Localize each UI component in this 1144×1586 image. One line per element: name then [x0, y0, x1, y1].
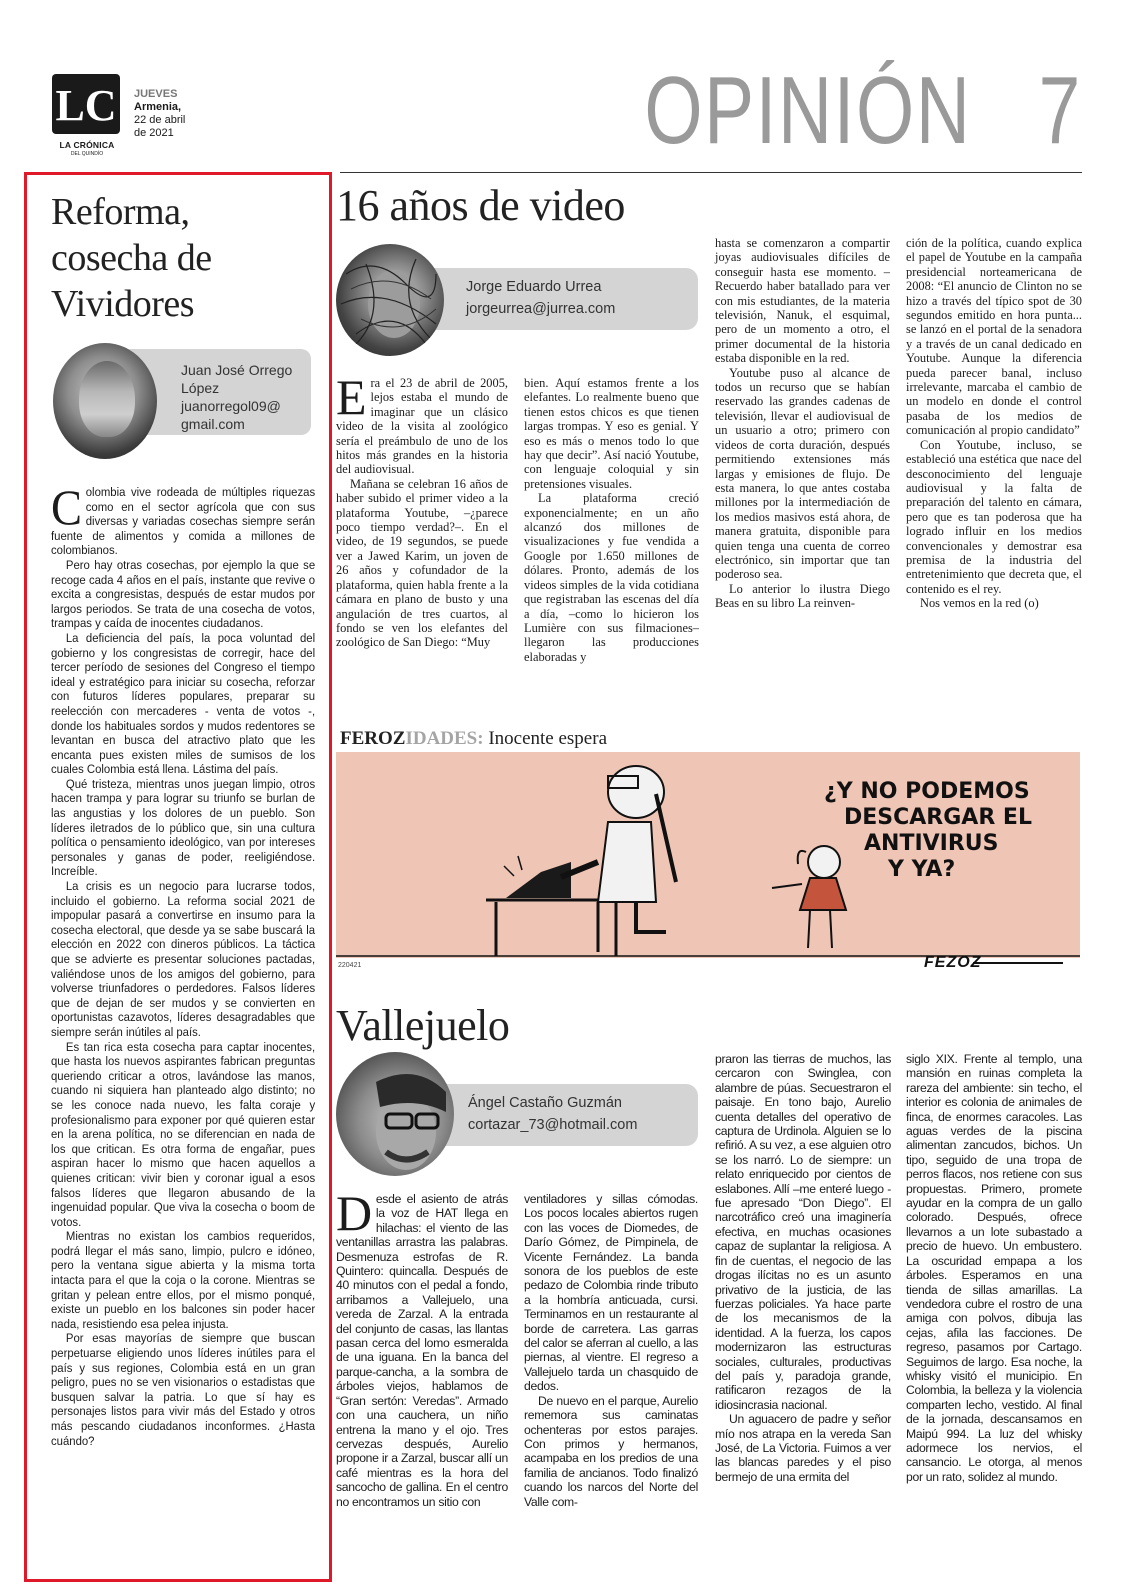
cartoon-title-rest: Inocente espera	[483, 728, 608, 749]
left-author-name-2: López	[181, 380, 220, 396]
article2-dropcap: D	[336, 1185, 372, 1241]
article1-paragraph: ción de la política, cuando explica el papel de Youtube en la campaña presidencial norteamericana de 2008: “El anuncio de Clinton no se hizo a través del típico spot de 30 segundos emitido en hora punta... se lanzó en el portal de la senadora y a través de un canal dedicado en Youtube. Aunque la diferencia pueda parecer banal, incluso irrelevante, marcaba el cambio de un modelo en donde el control pasaba de los medios de comunicación al propio candidato”	[906, 236, 1082, 438]
article2-author-email: cortazar_73@hotmail.com	[468, 1117, 638, 1133]
left-paragraph: Es tan rica esta cosecha para captar inocentes, que hasta los nuevos aspirantes fabrican preguntas queriendo criticar a otros, lavándose las manos, cuando ni siquiera han planteado algo distinto; no se les conoce nada nuevo, les falta coraje y profesionalismo para exponer por qué quieren estar en la arena política, no se diferencian en nada de los que critican. Es otra forma de engañar, pues aspiran hacer lo mismo que hacen aquellos a quienes critican: vivir bien y coronar igual a esos falsos líderes que llegaron abusando de la ingenuidad popular. Que viva la cosecha o boom de votos.	[51, 1039, 316, 1229]
article1-paragraph: Lo anterior lo ilustra Diego Beas en su libro La reinven-	[715, 581, 890, 611]
cartoon-speech-4: Y YA?	[888, 857, 956, 882]
article1-author-photo	[336, 244, 444, 356]
article2-paragraph: Un aguacero de padre y señor mío nos atrapa en la vereda San José, de La Victoria. Fuimos a ver las blancas paredes y el piso bermejo de una ermita del	[715, 1412, 891, 1484]
article1-author-name: Jorge Eduardo Urrea	[466, 279, 602, 295]
left-headline-line-2: cosecha de	[51, 237, 212, 279]
cartoon-speech-2: DESCARGAR EL	[844, 805, 1032, 830]
left-paragraph: La crisis es un negocio para lucrarse todos, incluido el gobierno. La reforma social 2021 de impopular pasará a convertirse en insumo para la cosecha electoral, que desde ya se sabe buscará la elección en 2022 con dineros públicos. La táctica que se advierte es presentar soluciones pactadas, valiéndose unos de los amigos del gobierno, para volverse triunfadores o perdedores. Falsos líderes que de dejan de ser mudos y se convierten en oportunistas cazavotos, líderes desagradables que siempre serán inútiles al país.	[51, 879, 316, 1039]
cartoon-title-bold: FEROZ	[340, 728, 406, 749]
left-author-email-1: juanorregol09@	[181, 398, 281, 414]
article1-paragraph: Con Youtube, incluso, se estableció una estética que nace del desconocimiento del lenguaje audiovisual y la falta de preparación del talento en cámara, pero que es tan poderosa que ha logrado influir en los medios convencionales y demostrar esa premisa de la industria del entretenimiento que decreta que, el contenido es el rey.	[906, 437, 1082, 596]
cartoon-title	[340, 728, 607, 750]
cartoon-code: 220421	[338, 962, 362, 969]
article1-column-1	[336, 369, 508, 650]
highlighted-article	[24, 172, 332, 1582]
article2-paragraph: De nuevo en el parque, Aurelio rememora sus caminatas ochenteras por estos parajes. Con primos y hermanos, acampaba en los predios de una familia de ancianos. Todo finalizó cuando los narcos del Norte del Valle com-	[524, 1393, 698, 1509]
left-paragraph: olombia vive rodeada de múltiples riquezas como en el sector agrícola que con sus diversas y variadas cosechas siempre serán fuente de alimentos y comida a millones de colombianos.	[51, 485, 316, 558]
article2-column-3	[715, 1052, 891, 1484]
dateline-date-2: de 2021	[134, 127, 174, 139]
article2-author-name: Ángel Castaño Guzmán	[468, 1095, 622, 1111]
left-paragraph: Mientras no existan los cambios requeridos, podrá llegar el más sano, limpio, pulcro e idóneo, pero la ventana sigue abierta y la misma torta intacta para el que la coja o la corone. Mientras se gritan y pelean entre ellos, por el mismo ponqué, existe un pueblo en los balcones sin poder hacer nada, resistiendo esa pelea injusta.	[51, 1229, 316, 1331]
article2-author-photo	[336, 1052, 454, 1176]
cartoon-speech-3: ANTIVIRUS	[864, 831, 999, 856]
page-number: 7	[1038, 57, 1082, 164]
article2-paragraph: siglo XIX. Frente al templo, una mansión en ruinas completa la rareza del ambiente: sin techo, el interior es colonia de animales de finca, de enormes caracoles. Las aguas verdes de la piscina alimentan zancudos, bichos. Un tipo, seguido de una tropa de perros flacos, nos retiene con sus propuestas. Primero, promete ayudar en la compra de un gallo colorado. Después, ofrece llevarnos a un lote subastado a precio de huevo. Un embustero. La oscuridad empapa a los árboles. Esperamos en una tienda de sillas amarillas. La vendedora cubre el rostro de una amiga con polvos, dibuja las cejas, afila las facciones. De regreso, pasamos por Cartago. Seguimos de largo. Esa noche, la whisky visitó el municipio. En Colombia, la belleza y la violencia comparten lecho, vestido. Al final de la jornada, descansamos en Maipú 994. La luz del whisky adormece los nervios, el cansancio. Le otorga, al menos por un rato, solidez al mundo.	[906, 1052, 1082, 1484]
article2-paragraph: esde el asiento de atrás la voz de HAT llega en hilachas: el viento de las ventanillas arrastra las palabras. Desmenuza estrofas de R. Quintero: quincalla. Después de 40 minutos con el pedal a fondo, arribamos a Vallejuelo, una vereda de Zarzal. A la entrada del conjunto de casas, las llantas pasan cerca del lomo esmeralda de una iguana. En la banca del parque-cancha, a la sombra de árboles viejos, hablamos de “Gran sertón: Veredas”. Armado con una cauchera, un niño entrena la mano y el ojo. Tres cervezas después, Aurelio propone ir a Zarzal, buscar allí un café mientras es la hora del sancocho de gallina. En el centro no encontramos un sitio con	[336, 1192, 508, 1509]
article2-column-4	[906, 1052, 1082, 1484]
article2-paragraph: ventiladores y sillas cómodas. Los pocos locales abiertos rugen con las voces de Diomedes, de Darío Gómez, de Pimpinela, de Vicente Fernández. La banda sonora de los pueblos de este pedazo de Colombia rinde tributo a la hombría anticuada, cursi. Terminamos en un restaurante al borde de carretera. Las garras del calor se aferran al cuello, a las piernas, al vientre. El regreso a Vallejuelo tarda un chasquido de dedos.	[524, 1192, 698, 1394]
logo-name: LA CRÓNICA	[59, 140, 115, 150]
left-paragraph: Qué tristeza, mientras unos juegan limpio, otros hacen trampa y para lograr su triunfo se burlan de las angustias y los dolores de un pueblo. Son líderes iletrados de lo público que, sin una cultura política o pensamiento ideológico, van por intereses personales y ganas de poder, reeligiéndose. Increíble.	[51, 776, 316, 879]
article1-paragraph: ra el 23 de abril de 2005, lejos estaba el mundo de imaginar que un clásico video de la visita al zoológico sería el preámbulo de uno de los hitos más grandes en la historia del audiovisual.	[336, 376, 508, 477]
left-author-photo	[53, 343, 157, 459]
header-rule	[340, 172, 1082, 173]
left-article-body	[51, 479, 316, 1448]
article1-column-3	[715, 236, 890, 611]
article2-column-2	[524, 1192, 698, 1509]
article1-paragraph: hasta se comenzaron a compartir joyas audiovisuales difíciles de conseguir hasta ese momento. –Recuerdo haber batallado para ver con mis estudiantes, de la materia televisión, Nanuk, el esquimal, pero de un momento a otro, el primer documental de la historia estaba disponible en la red.	[715, 236, 890, 366]
newspaper-logo	[52, 74, 120, 134]
left-headline-line-3: Vividores	[51, 283, 195, 325]
dateline-date-1: 22 de abril	[134, 114, 186, 126]
article1-paragraph: La plataforma creció exponencialmente; en un año alcanzó dos millones de visualizaciones y fue vendida a Google por 1.650 millones de dólares. Pronto, además de los videos simples de la vida cotidiana que registraban las escenas del día a día, –como lo hicieron los Lumière con sus filmaciones– llegaron las producciones elaboradas y	[524, 491, 699, 664]
cartoon-speech-1: ¿Y NO PODEMOS	[824, 779, 1030, 804]
left-dropcap: C	[51, 479, 83, 535]
article1-dropcap: E	[336, 369, 367, 425]
left-author-name-1: Juan José Orrego	[181, 362, 293, 378]
left-article-headline	[51, 189, 212, 327]
article1-author-email: jorgeurrea@jurrea.com	[466, 301, 616, 317]
article2-paragraph: praron las tierras de muchos, las cercaron con Swinglea, con alambre de púas. Secuestraron el paisaje. En tono bajo, Aurelio cuenta detalles del operativo de captura de Urdinola. Alguien se lo refirió. A su vez, a ese alguien otro se los narró. Lo de siempre: un relato enriquecido por cientos de eslabones. Allí –me enteré luego - fue apresado “Don Diego”. El narcotráfico creó una imaginería efectiva, en muchas ocasiones capaz de suplantar la religiosa. A fin de cuentas, el negocio de las drogas ilícitas no es un asunto privativo de la justicia, de las fuerzas policiales. Ya hace parte de los mecanismos de la identidad. A la fuerza, los capos modernizaron las estructuras sociales, culturales, productivas del país y, paradoja grande, ratificaron rezagos de la idiosincrasia nacional.	[715, 1052, 891, 1412]
article2-column-1	[336, 1185, 508, 1509]
cartoon-title-gray: IDADES:	[405, 728, 484, 749]
left-paragraph: La deficiencia del país, la poca voluntad del gobierno y los congresistas de corregir, hace del tercer período de sesiones del Congreso el tiempo ideal y estratégico para iniciar su cosecha, reforzar con futuros líderes populares, preparar su reelección con mercaderes - venta de votos -, donde los habituales sordos y mudos redentores se levantan en busca del atractivo plato que les encanta pues existen miles de sumisos de los cuales Colombia está llena. Lástima del país.	[51, 630, 316, 777]
logo-subtitle: DEL QUINDÍO	[70, 151, 104, 157]
article1-paragraph: bien. Aquí estamos frente a los elefantes. Lo realmente bueno que tienen estos chicos es que tienen largas trompas. Y eso es genial. Y eso es más o menos todo lo que hay que decir”. Así nació Youtube, con lenguaje coloquial y sin pretensiones visuales.	[524, 376, 699, 491]
section-name: OPINIÓN	[644, 57, 972, 164]
svg-text:LC: LC	[55, 81, 117, 130]
left-paragraph: Pero hay otras cosechas, por ejemplo la que se recoge cada 4 años en el país, instante que revive o excita a congresistas, después de estar mudos por largos periodos. Se trata de una cosecha de votos, trampas y caída de inocentes ciudadanos.	[51, 557, 316, 631]
section-title	[645, 56, 1082, 166]
article2-headline: Vallejuelo	[336, 1001, 510, 1050]
article1-paragraph: Mañana se celebran 16 años de haber subido el primer video a la plataforma Youtube, –¿parece poco tiempo verdad?–. En el video, de 19 segundos, se puede ver a Jawed Karim, un joven de 26 años y cofundador de la plataforma, quien habla frente a la cámara en plano de busto y una angulación de tres cuartos, al fondo se ven los elefantes del zoológico de San Diego: “Muy	[336, 476, 508, 650]
article1-column-2	[524, 376, 699, 664]
article1-paragraph: Nos vemos en la red (o)	[920, 596, 1039, 611]
dateline-city: Armenia,	[134, 101, 182, 113]
left-headline-line-1: Reforma,	[51, 191, 190, 233]
article1-headline: 16 años de video	[336, 181, 625, 230]
dateline	[134, 88, 185, 140]
dateline-day: JUEVES	[134, 88, 178, 100]
cartoon-illustration	[336, 752, 1080, 958]
article1-paragraph: Youtube puso al alcance de todos un recurso que se habían reservado las grandes cadenas de televisión, llevar el audiovisual de un usuario a otro; primero con videos de corta duración, después permitiendo extensiones más largas y emisiones de flujo. De esta manera, lo que antes costaba millones por la intermediación de los medios masivos está ahora, de manera gratuita, disponible para quien tenga una cuenta de correo electrónico, sin importar que tan poderoso sea.	[715, 365, 890, 582]
left-paragraph: Por esas mayorías de siempre que buscan perpetuarse eligiendo unos líderes inútiles para el país y sus regiones, Colombia está en un gran peligro, pues no se ven visionarios o estadistas que busquen salvar la patria. Lo que sí hay es personajes listos para vivir más del Estado y otros más pescando ciudadanos inconformes. ¿Hasta cuándo?	[51, 1331, 316, 1448]
article1-column-4	[906, 236, 1082, 611]
left-author-email-2: gmail.com	[181, 416, 245, 432]
cartoon-signature	[924, 954, 1063, 972]
cartoon-signature-text: FEZOZ	[924, 954, 982, 971]
